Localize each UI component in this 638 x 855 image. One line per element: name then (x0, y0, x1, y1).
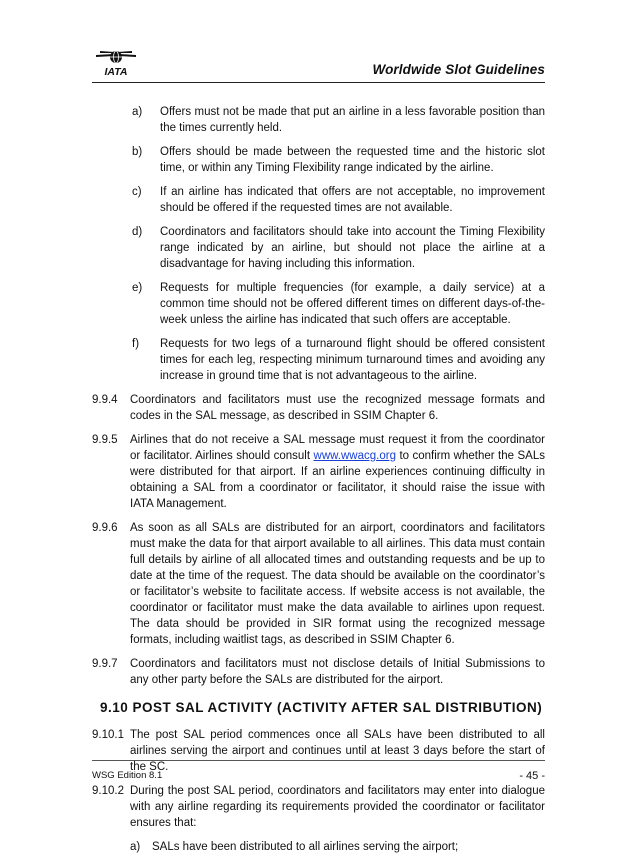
paragraph-9-9-6 (92, 520, 545, 648)
header-divider (92, 82, 545, 83)
list-item-label: d) (132, 226, 143, 238)
paragraph-number: 9.9.4 (92, 394, 118, 406)
list-item-label: c) (132, 186, 142, 198)
paragraph-number: 9.9.5 (92, 434, 118, 446)
paragraph-number: 9.9.6 (92, 522, 118, 534)
sub-list-item-text: SALs have been distributed to all airlines serving the airport; (152, 841, 459, 853)
paragraph-text: Coordinators and facilitators must use the recognized message formats and codes in the SAL message, as described in SSIM Chapter 6. (130, 394, 545, 422)
list-item-label: f) (132, 338, 140, 350)
list-item-text: Requests for two legs of a turnaround flight should be offered consistent times for each leg, respecting minimum turnaround times and avoiding any increase in ground time that is not advantageous to the airline. (160, 338, 545, 382)
list-item (92, 280, 545, 328)
list-item-text: Requests for multiple frequencies (for example, a daily service) at a common time should not be offered different times on different days-of-the-week unless the airline has indicated that such offers are acceptable. (160, 282, 545, 326)
page-content (92, 104, 545, 855)
paragraph-text: As soon as all SALs are distributed for an airport, coordinators and facilitators must make the data for that airport available to all airlines. This data must contain full details by airline of all allocated times and outstanding requests and be up to date at the time of the request. The data should be available on the coordinator’s or facilitator’s website to facilitate access. If website access is not available, the coordinator or facilitator must make the data available to airlines upon request. The data should be provided in SIR format using the recognized message formats, including waitlist tags, as described in SSIM Chapter 6. (130, 522, 545, 646)
list-item (92, 144, 545, 176)
paragraph-9-10-2 (92, 783, 545, 831)
page-number: - 45 - (519, 770, 545, 782)
list-item-text: If an airline has indicated that offers are not acceptable, no improvement should be offered if the requested times are not available. (160, 186, 545, 214)
list-item (92, 336, 545, 384)
iata-logo-text: IATA (104, 66, 128, 78)
list-item (92, 104, 545, 136)
list-item-label: a) (132, 106, 143, 118)
iata-logo (92, 48, 140, 78)
paragraph-number: 9.9.7 (92, 658, 118, 670)
list-item-text: Offers must not be made that put an airline in a less favorable position than the times currently held. (160, 106, 545, 134)
list-item-label: e) (132, 282, 143, 294)
paragraph-9-9-5 (92, 432, 545, 512)
paragraph-text: Coordinators and facilitators must not disclose details of Initial Submissions to any other party before the SALs are distributed for the airport. (130, 658, 545, 686)
paragraph-text-before: Airlines that do not receive a SAL message must request it from the coordinator or facilitator. Airlines should consult (130, 434, 545, 462)
list-item (92, 184, 545, 216)
paragraph-9-9-7 (92, 656, 545, 688)
list-item-text: Coordinators and facilitators should take into account the Timing Flexibility range indicated by an airline, but should not place the airline at a disadvantage for having including this information. (160, 226, 545, 270)
footer-divider (92, 760, 545, 761)
wwacg-link[interactable]: www.wwacg.org (313, 450, 396, 462)
paragraph-text: During the post SAL period, coordinators and facilitators may enter into dialogue with any airline regarding its requirements provided the coordinator or facilitator ensures that: (130, 785, 545, 829)
paragraph-text (130, 432, 545, 512)
header-title: Worldwide Slot Guidelines (372, 62, 545, 77)
list-item-label: b) (132, 146, 143, 158)
list-item (92, 224, 545, 272)
list-item-text: Offers should be made between the requested time and the historic slot time, or within any Timing Flexibility range indicated by the airline. (160, 146, 545, 174)
sub-list-item (130, 839, 545, 855)
paragraph-9-9-4 (92, 392, 545, 424)
paragraph-number: 9.10.2 (92, 785, 124, 797)
sub-list-item-label: a) (130, 841, 141, 853)
paragraph-text: The post SAL period commences once all SALs have been distributed to all airlines serving the airport and continues until at least 3 days before the start of the SC. (130, 729, 545, 773)
footer-edition: WSG Edition 8.1 (92, 770, 163, 781)
paragraph-text-after: to confirm whether the SALs were distributed for that airport. If an airline experiences continuing difficulty in obtaining a SAL from a coordinator or facilitator, it should raise the issue with IATA Management. (130, 450, 545, 510)
paragraph-number: 9.10.1 (92, 729, 124, 741)
paragraph-9-10-1 (92, 727, 545, 775)
section-heading: 9.10 POST SAL ACTIVITY (ACTIVITY AFTER SAL DISTRIBUTION) (100, 700, 543, 715)
